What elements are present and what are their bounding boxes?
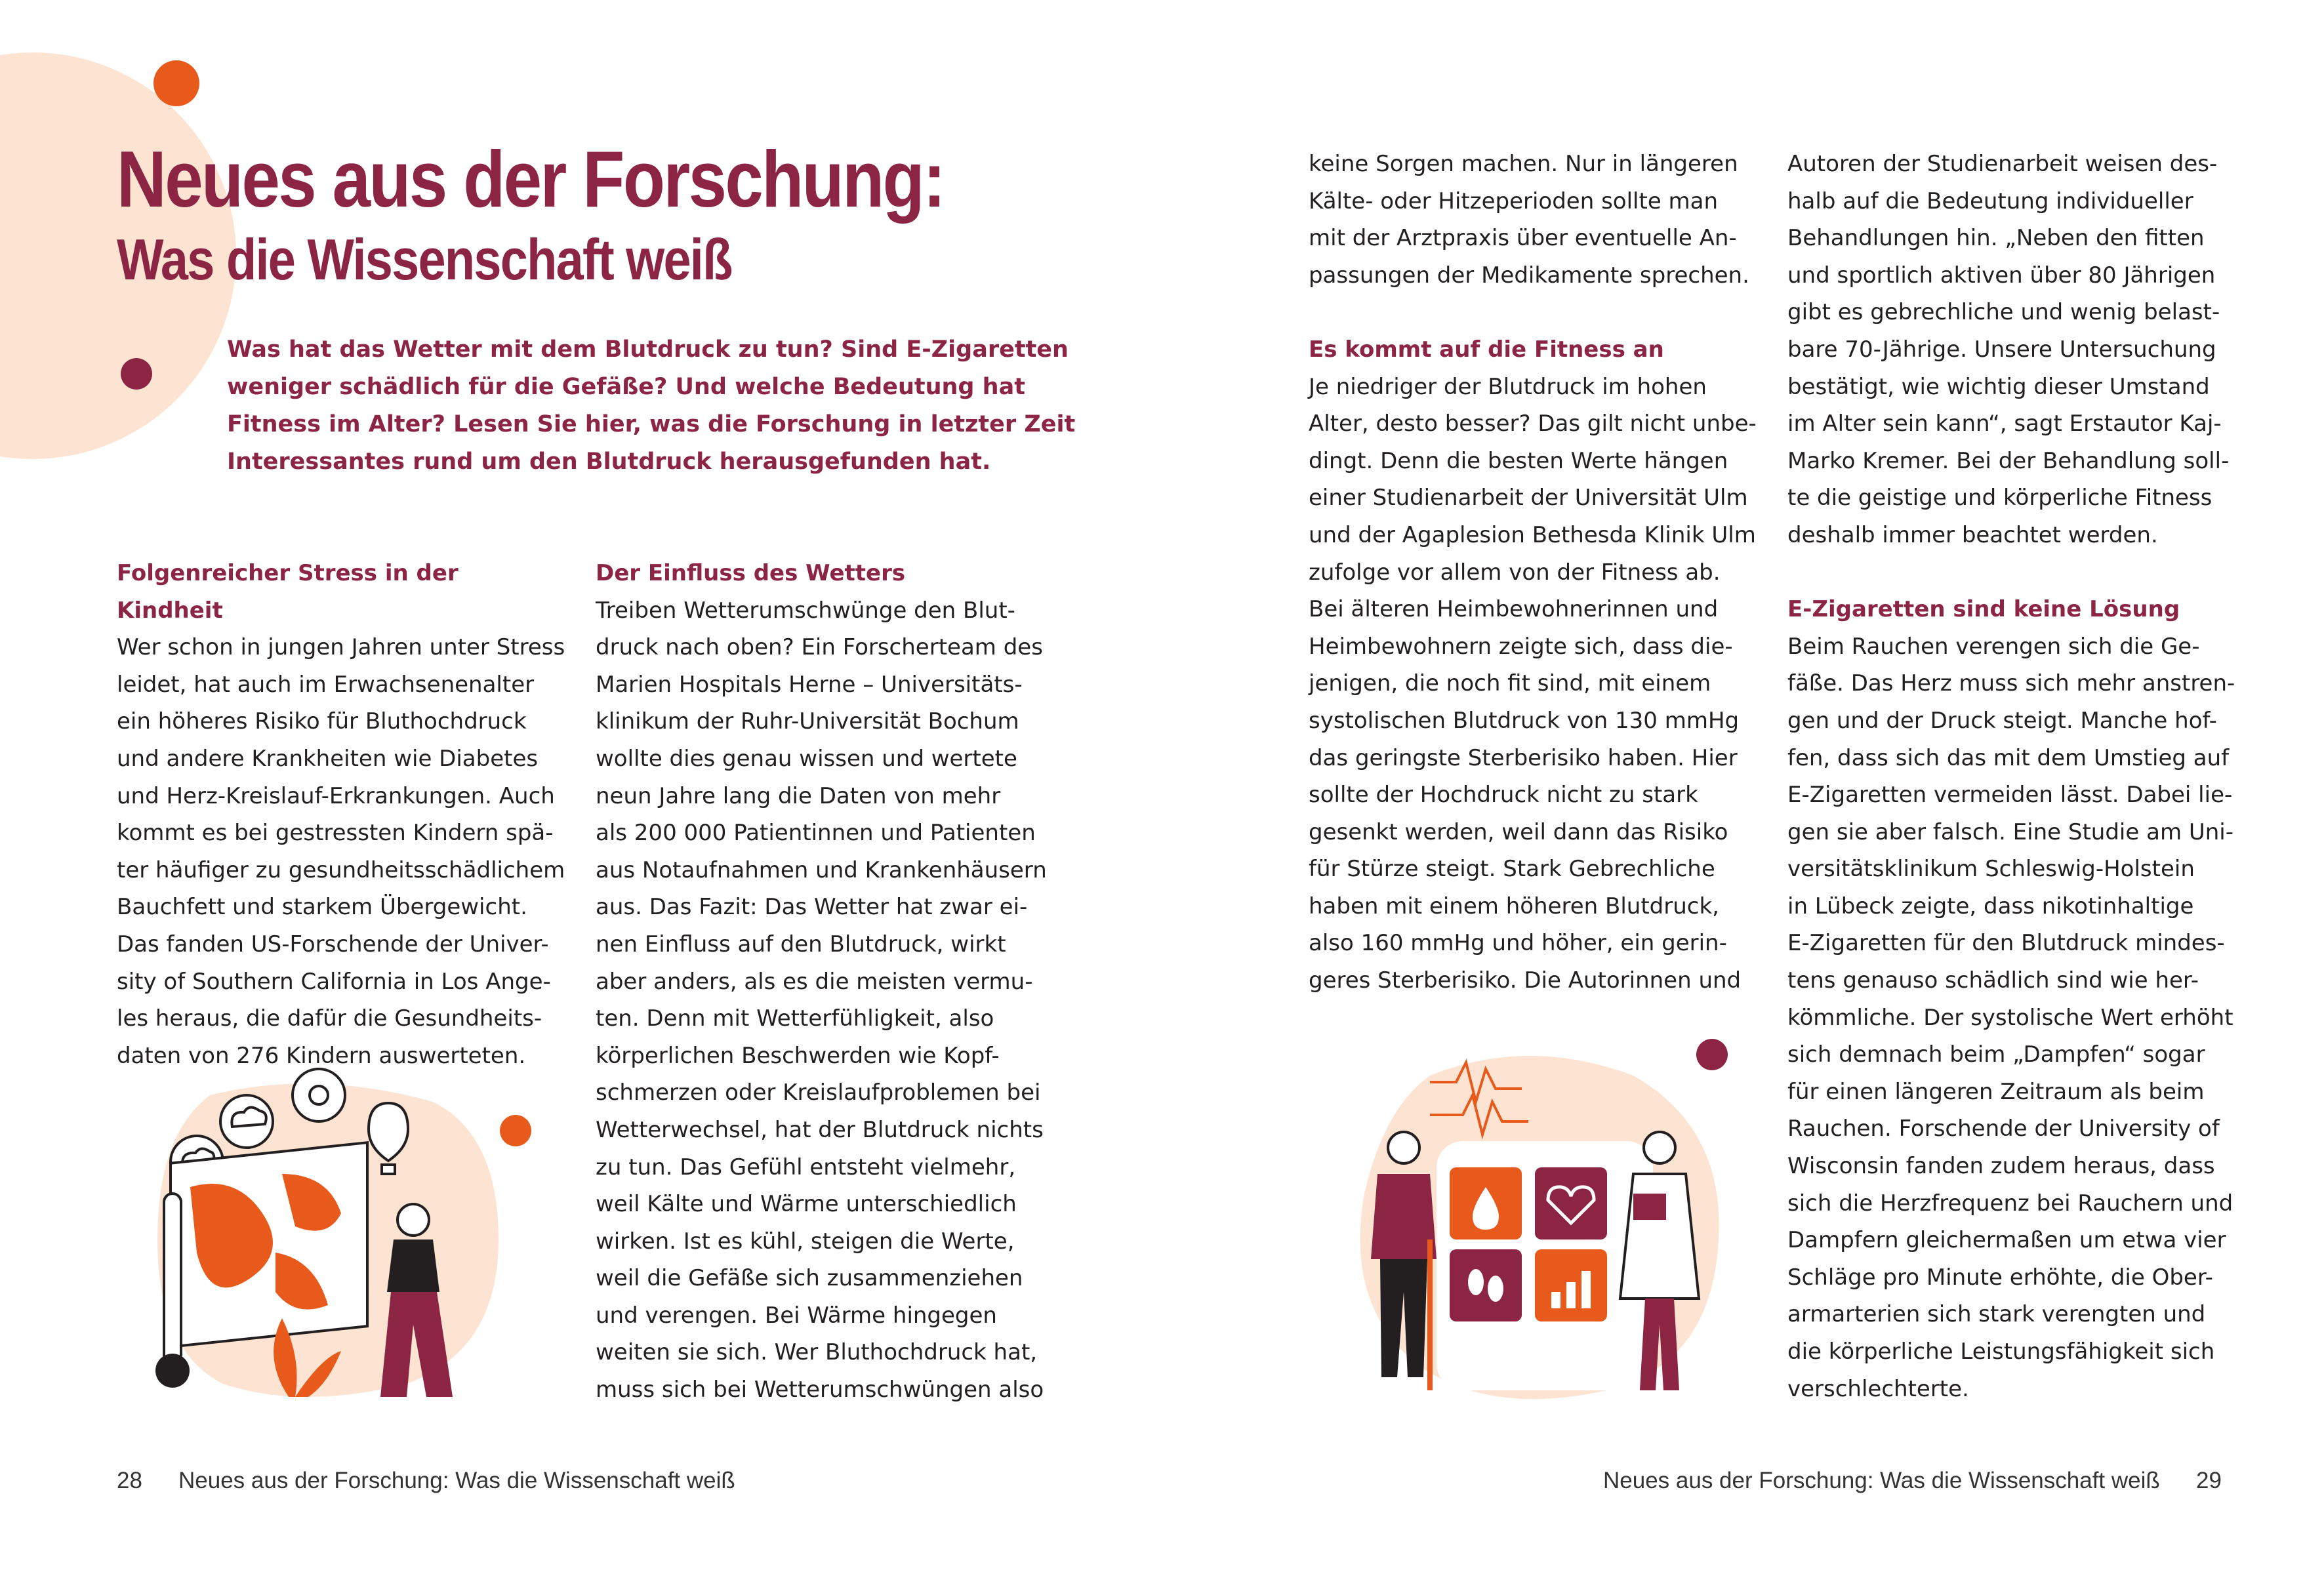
text-line: Beim Rauchen verengen sich die Ge-: [1787, 633, 2200, 660]
text-line: Das fanden US-Forschende der Univer-: [117, 931, 549, 957]
text-line: Je niedriger der Blutdruck im hohen: [1309, 373, 1707, 400]
text-line: gen und der Druck steigt. Manche hof-: [1787, 707, 2217, 734]
text-line: weiten sie sich. Wer Bluthochdruck hat,: [596, 1339, 1038, 1366]
text-line: wirken. Ist es kühl, steigen die Werte,: [596, 1228, 1015, 1255]
page-number-left: 28: [117, 1468, 142, 1493]
text-line: sollte der Hochdruck nicht zu stark: [1309, 782, 1698, 809]
text-line: Bauchfett und starkem Übergewicht.: [117, 894, 527, 921]
text-line: Marien Hospitals Herne – Universitäts-: [596, 671, 1023, 698]
text-line: Wer schon in jungen Jahren unter Stress: [117, 634, 565, 661]
section-heading-weather: Der Einfluss des Wetters: [596, 560, 906, 586]
column-weather: [596, 555, 1047, 1409]
text-line: schmerzen oder Kreislaufproblemen bei: [596, 1079, 1041, 1106]
text-line: tens genauso schädlich sind wie her-: [1787, 967, 2199, 994]
text-line: Alter, desto besser? Das gilt nicht unbe-: [1309, 411, 1757, 437]
text-line: und der Agaplesion Bethesda Klinik Ulm: [1309, 521, 1756, 548]
section-heading-e-cigarettes: E-Zigaretten sind keine Lösung: [1787, 596, 2180, 623]
column-fitness: [1309, 146, 1761, 999]
text-line: jenigen, die noch fit sind, mit einem: [1309, 670, 1711, 697]
text-line: te die geistige und körperliche Fitness: [1787, 485, 2212, 512]
text-line: sich die Herzfrequenz bei Rauchern und: [1787, 1190, 2233, 1217]
text-line: und andere Krankheiten wie Diabetes: [117, 745, 539, 772]
text-line: das geringste Sterberisiko haben. Hier: [1309, 744, 1738, 771]
text-line: Autoren der Studienarbeit weisen des-: [1787, 151, 2218, 177]
fitness-illustration: [1332, 1023, 1751, 1417]
text-line: bestätigt, wie wichtig dieser Umstand: [1787, 373, 2210, 400]
text-line: geres Sterberisiko. Die Autorinnen und: [1309, 967, 1742, 994]
page-number-right: 29: [2196, 1468, 2222, 1493]
text-line: Marko Kremer. Bei der Behandlung soll-: [1787, 447, 2230, 474]
orange-dot-decoration: [153, 60, 199, 106]
text-line: E-Zigaretten vermeiden lässt. Dabei lie-: [1787, 782, 2233, 809]
text-line: Bei älteren Heimbewohnerinnen und: [1309, 596, 1719, 623]
weather-illustration: [131, 1043, 525, 1410]
text-line: halb auf die Bedeutung individueller: [1787, 188, 2193, 214]
text-line: sity of Southern California in Los Ange-: [117, 968, 551, 995]
text-line: Wetterwechsel, hat der Blutdruck nichts: [596, 1116, 1044, 1143]
text-line: gen sie aber falsch. Eine Studie am Uni-: [1787, 818, 2234, 845]
text-line: einer Studienarbeit der Universität Ulm: [1309, 485, 1748, 512]
text-line: Rauchen. Forschende der University of: [1787, 1116, 2220, 1142]
text-line: aus. Das Fazit: Das Wetter hat zwar ei-: [596, 894, 1028, 921]
text-line: haben mit einem höheren Blutdruck,: [1309, 893, 1719, 919]
text-line: und Herz-Kreislauf-Erkrankungen. Auch: [117, 782, 555, 809]
running-title-right: Neues aus der Forschung: Was die Wissenschaft weiß: [1603, 1468, 2160, 1493]
text-line: gibt es gebrechliche und wenig belast-: [1787, 299, 2220, 326]
text-line: armarterien sich stark verengten und: [1787, 1301, 2206, 1328]
text-line: fen, dass sich das mit dem Umstieg auf: [1787, 744, 2230, 771]
text-line: als 200 000 Patientinnen und Patienten: [596, 820, 1036, 847]
text-line: und verengen. Bei Wärme hingegen: [596, 1302, 997, 1329]
text-line: Heimbewohnern zeigte sich, dass die-: [1309, 633, 1733, 660]
text-line: E-Zigaretten für den Blutdruck mindes-: [1787, 930, 2225, 957]
text-line: gesenkt werden, weil dann das Risiko: [1309, 818, 1728, 845]
text-line: kömmliche. Der systolische Wert erhöht: [1787, 1004, 2233, 1031]
red-dot-decoration: [121, 358, 152, 390]
text-line: daten von 276 Kindern auswerteten.: [117, 1042, 526, 1069]
column-stress-childhood: [117, 555, 563, 1074]
text-line: keine Sorgen machen. Nur in längeren: [1309, 151, 1738, 177]
text-line: systolischen Blutdruck von 130 mmHg: [1309, 707, 1740, 734]
section-body-fitness-continued: [1787, 146, 2240, 554]
text-line: weil die Gefäße sich zusammenziehen: [596, 1265, 1023, 1292]
text-line: körperlichen Beschwerden wie Kopf-: [596, 1042, 1000, 1069]
text-line: die körperliche Leistungsfähigkeit sich: [1787, 1339, 2215, 1365]
text-line: Wisconsin fanden zudem heraus, dass: [1787, 1153, 2215, 1180]
text-line: ter häufiger zu gesundheitsschädlichem: [117, 857, 565, 883]
text-line: für Stürze steigt. Stark Gebrechliche: [1309, 856, 1715, 883]
section-body-weather-continued: [1309, 146, 1761, 294]
text-line: deshalb immer beachtet werden.: [1787, 521, 2158, 548]
page-subtitle: Was die Wissenschaft weiß: [117, 227, 732, 292]
text-line: aus Notaufnahmen und Krankenhäusern: [596, 857, 1047, 883]
text-line: kommt es bei gestressten Kindern spä-: [117, 820, 554, 847]
text-line: zu tun. Das Gefühl entsteht vielmehr,: [596, 1154, 1016, 1180]
text-line: weil Kälte und Wärme unterschiedlich: [596, 1191, 1017, 1218]
text-line: zufolge vor allem von der Fitness ab.: [1309, 559, 1721, 586]
intro-line: Interessantes rund um den Blutdruck herausgefunden hat.: [227, 449, 991, 475]
text-line: neun Jahre lang die Daten von mehr: [596, 782, 1001, 809]
section-body-weather: [596, 592, 1047, 1409]
intro-line: Was hat das Wetter mit dem Blutdruck zu tun? Sind E-Zigaretten: [227, 336, 1069, 363]
text-line: für einen längeren Zeitraum als beim: [1787, 1078, 2205, 1105]
text-line: ten. Denn mit Wetterfühligkeit, also: [596, 1005, 994, 1032]
text-line: muss sich bei Wetterumschwüngen also: [596, 1377, 1044, 1403]
text-line: verschlechterte.: [1787, 1375, 1969, 1402]
running-title-left: Neues aus der Forschung: Was die Wissenschaft weiß: [178, 1468, 735, 1493]
section-body-stress: [117, 629, 563, 1074]
text-line: Treiben Wetterumschwünge den Blut-: [596, 597, 1015, 624]
text-line: Behandlungen hin. „Neben den fitten: [1787, 225, 2205, 252]
section-body-fitness: [1309, 369, 1761, 999]
text-line: fäße. Das Herz muss sich mehr anstren-: [1787, 670, 2235, 697]
section-heading-fitness: Es kommt auf die Fitness an: [1309, 336, 1664, 363]
text-line: dingt. Denn die besten Werte hängen: [1309, 447, 1728, 474]
text-line: versitätsklinikum Schleswig-Holstein: [1787, 856, 2195, 883]
text-line: Kälte- oder Hitzeperioden sollte man: [1309, 188, 1719, 214]
section-heading-stress: Folgenreicher Stress in der Kindheit: [117, 560, 459, 624]
text-line: druck nach oben? Ein Forscherteam des: [596, 634, 1043, 661]
text-line: ein höheres Risiko für Bluthochdruck: [117, 708, 527, 735]
column-e-cigarettes: [1787, 146, 2240, 1407]
text-line: mit der Arztpraxis über eventuelle An-: [1309, 225, 1737, 252]
text-line: Schläge pro Minute erhöhte, die Ober-: [1787, 1264, 2213, 1291]
text-line: sich demnach beim „Dampfen“ sogar: [1787, 1041, 2205, 1068]
intro-line: Fitness im Alter? Lesen Sie hier, was die Forschung in letzter Zeit: [227, 411, 1076, 437]
text-line: nen Einfluss auf den Blutdruck, wirkt: [596, 931, 1006, 957]
text-line: Dampfern gleichermaßen um etwa vier: [1787, 1227, 2226, 1254]
text-line: und sportlich aktiven über 80 Jährigen: [1787, 262, 2216, 289]
text-line: passungen der Medikamente sprechen.: [1309, 262, 1749, 289]
text-line: aber anders, als es die meisten vermu-: [596, 968, 1033, 995]
intro-line: weniger schädlich für die Gefäße? Und welche Bedeutung hat: [227, 374, 1025, 400]
text-line: klinikum der Ruhr-Universität Bochum: [596, 708, 1019, 735]
text-line: im Alter sein kann“, sagt Erstautor Kaj-: [1787, 411, 2222, 437]
section-body-e-cigarettes: [1787, 628, 2240, 1407]
text-line: bare 70-Jährige. Unsere Untersuchung: [1787, 336, 2216, 363]
page-title: Neues aus der Forschung:: [117, 134, 945, 224]
text-line: les heraus, die dafür die Gesundheits-: [117, 1005, 542, 1032]
intro-paragraph: [227, 331, 1076, 481]
text-line: leidet, hat auch im Erwachsenenalter: [117, 671, 535, 698]
text-line: in Lübeck zeigte, dass nikotinhaltige: [1787, 893, 2194, 919]
text-line: wollte dies genau wissen und wertete: [596, 745, 1017, 772]
text-line: also 160 mmHg und höher, ein gerin-: [1309, 930, 1727, 957]
